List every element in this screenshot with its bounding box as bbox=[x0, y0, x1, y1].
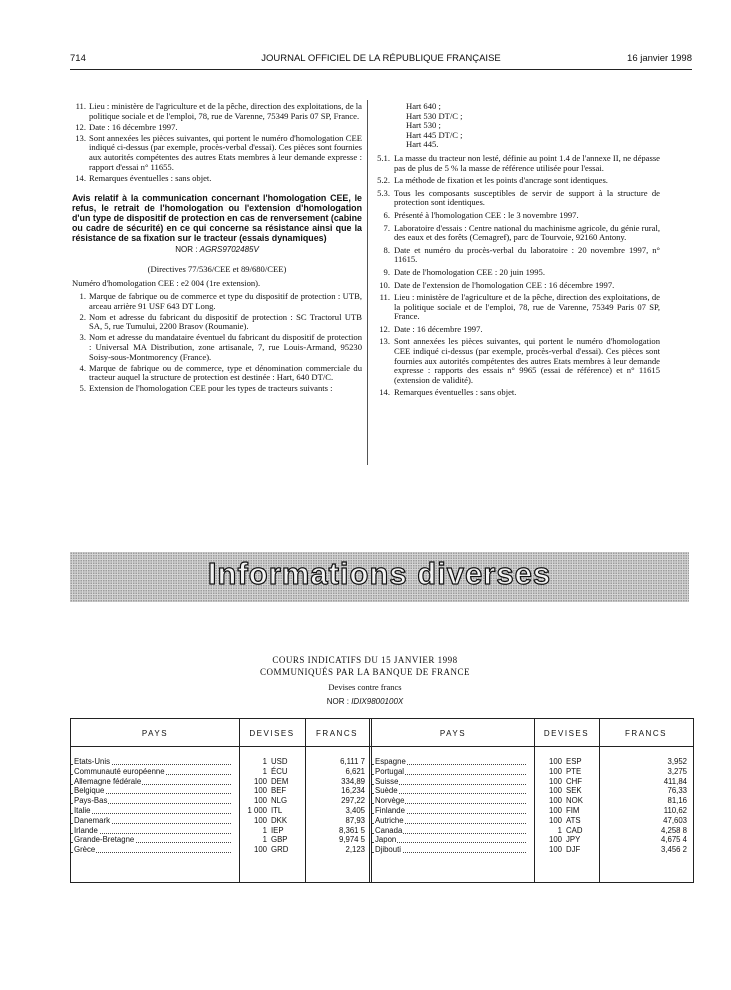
list-item: Hart 445. bbox=[406, 139, 439, 150]
directives: (Directives 77/536/CEE et 89/680/CEE) bbox=[147, 263, 287, 274]
franc-rate: 4,258 8 bbox=[660, 825, 687, 835]
currency-code: DJF bbox=[566, 845, 581, 855]
franc-rate: 3,456 2 bbox=[660, 845, 687, 855]
currency-code: GRD bbox=[271, 845, 289, 855]
country-name: Japon bbox=[375, 835, 397, 845]
franc-rate: 6,621 bbox=[345, 766, 365, 776]
list-item: 13. Sont annexées les pièces suivantes, qui portent le numéro d'homologation CEE indiqué ci-dessus (par exemple, procès-verbal d'essai). Ces pièces sont fournies aux autorités compétentes des autres Etats membres à leur demande expresse : rapports des essais n° 9965 (essai de référence) et n° 11615 (extension de validité). bbox=[379, 336, 660, 385]
list-item: Hart 530 ; bbox=[406, 120, 441, 131]
list-item: Hart 640 ; bbox=[406, 101, 441, 111]
header-rule bbox=[70, 69, 692, 70]
issue-date: 16 janvier 1998 bbox=[627, 53, 692, 64]
franc-rate: 47,603 bbox=[663, 815, 687, 825]
currency-quantity: 100 bbox=[548, 806, 562, 815]
country-name: Canada bbox=[375, 825, 403, 835]
column-header-devises: DEVISES bbox=[249, 729, 295, 738]
list-item: 5.1. La masse du tracteur non lesté, définie au point 1.4 de l'annexe II, ne dépasse pas de plus de 5 % la masse de référence utilisée pour l'essai. bbox=[377, 152, 660, 173]
table-row bbox=[71, 845, 693, 854]
currency-quantity: 100 bbox=[548, 776, 562, 786]
journal-title: JOURNAL OFFICIEL DE LA RÉPUBLIQUE FRANÇAISE bbox=[261, 53, 501, 64]
country-name: Finlande bbox=[375, 806, 405, 815]
list-item: Hart 445 DT/C ; bbox=[406, 129, 463, 140]
currency-code: ATS bbox=[566, 815, 581, 825]
list-item: 2. Nom et adresse du fabricant du dispositif de protection : SC Tractorul UTB SA, 5, rue Tumului, 2200 Brasov (Roumanie). bbox=[79, 311, 362, 332]
currency-quantity: 100 bbox=[253, 786, 267, 796]
franc-rate: 3,952 bbox=[667, 757, 687, 766]
list-item: 14. Remarques éventuelles : sans objet. bbox=[379, 387, 517, 398]
franc-rate: 76,33 bbox=[667, 786, 687, 796]
currency-quantity: 1 bbox=[262, 766, 267, 776]
country-name: Norvège bbox=[375, 796, 405, 806]
country-name: Belgique bbox=[74, 786, 105, 796]
currency-code: PTE bbox=[566, 766, 582, 776]
country-name: Irlande bbox=[74, 825, 98, 835]
list-item: 12. Date : 16 décembre 1997. bbox=[379, 323, 483, 334]
list-item: 11. Lieu : ministère de l'agriculture et de la pêche, direction des exploitations, de la politique sociale et de l'emploi, 78, rue de Varenne, 75349 Paris 07 SP, France. bbox=[75, 101, 362, 121]
page-number: 714 bbox=[70, 53, 86, 64]
currency-quantity: 100 bbox=[548, 766, 562, 776]
currency-quantity: 1 000 bbox=[247, 806, 267, 815]
tractor-list bbox=[372, 102, 660, 150]
franc-rate: 2,123 bbox=[345, 845, 365, 855]
currency-code: ITL bbox=[271, 806, 283, 815]
homologation-number: Numéro d'homologation CEE : e2 004 (1re extension). bbox=[72, 278, 261, 289]
currency-code: ESP bbox=[566, 757, 582, 766]
list-item: 11. Lieu : ministère de l'agriculture et de la pêche, direction des exploitations, de la politique sociale et de l'emploi, 78, rue de Varenne, 75349 Paris 07 SP, France. bbox=[379, 292, 660, 322]
currency-quantity: 100 bbox=[253, 815, 267, 825]
country-name: Djibouti bbox=[375, 845, 402, 855]
list-item: 5. Extension de l'homologation CEE pour les types de tracteurs suivants : bbox=[79, 383, 333, 394]
country-name: Espagne bbox=[375, 757, 406, 766]
table-row bbox=[71, 806, 693, 815]
country-name: Danemark bbox=[74, 815, 110, 825]
notice-title: Avis relatif à la communication concernant l'homologation CEE, le refus, le retrait de l'homologation ou l'extension d'homologation d'un type de dispositif de protection en cas de renversement (cabine ou cadre de sécurité) en ce qui concerne sa résistance ainsi que la résistance de sa fixation sur le tracteur (essais dynamiques) bbox=[72, 193, 362, 244]
currency-code: ÉCU bbox=[271, 766, 288, 776]
franc-rate: 87,93 bbox=[345, 815, 365, 825]
cours-heading-line2: COMMUNIQUÉS PAR LA BANQUE DE FRANCE bbox=[260, 667, 470, 677]
table-row bbox=[71, 767, 693, 776]
currency-code: USD bbox=[271, 757, 288, 766]
country-name: Pays-Bas bbox=[74, 796, 108, 806]
list-item: 6. Présenté à l'homologation CEE : le 3 novembre 1997. bbox=[383, 209, 579, 220]
franc-rate: 411,84 bbox=[663, 776, 687, 786]
currency-code: JPY bbox=[566, 835, 581, 845]
list-item: 5.3. Tous les composants susceptibles de servir de support à la structure de protection sont identiques. bbox=[377, 187, 660, 208]
column-header-pays: PAYS bbox=[439, 729, 467, 738]
list-item: 7. Laboratoire d'essais : Centre national du machinisme agricole, du génie rural, des eaux et des forêts (Cemagref), parc de Tourvoie, 92160 Antony. bbox=[383, 222, 660, 243]
list-item: 12. Date : 16 décembre 1997. bbox=[75, 121, 178, 132]
franc-rate: 9,974 5 bbox=[338, 835, 365, 845]
currency-code: CHF bbox=[566, 776, 583, 786]
table-row bbox=[71, 826, 693, 835]
column-header-pays: PAYS bbox=[141, 729, 169, 738]
right-column bbox=[372, 102, 660, 401]
currency-code: FIM bbox=[566, 806, 580, 815]
table-row bbox=[71, 757, 693, 766]
franc-rate: 16,234 bbox=[341, 786, 365, 796]
exchange-rate-table bbox=[70, 718, 694, 883]
country-name: Grèce bbox=[74, 845, 96, 855]
column-header-francs: FRANCS bbox=[625, 729, 667, 738]
currency-code: SEK bbox=[566, 786, 582, 796]
column-header-devises: DEVISES bbox=[543, 729, 590, 738]
currency-code: IEP bbox=[271, 825, 284, 835]
cours-heading-line1: COURS INDICATIFS DU 15 JANVIER 1998 bbox=[272, 655, 458, 665]
left-column bbox=[72, 102, 362, 395]
franc-rate: 3,275 bbox=[667, 766, 687, 776]
currency-code: CAD bbox=[566, 825, 583, 835]
currency-quantity: 1 bbox=[262, 835, 267, 845]
page-header bbox=[70, 53, 692, 67]
currency-code: NLG bbox=[271, 796, 288, 806]
section-banner bbox=[70, 552, 689, 602]
country-name: Grande-Bretagne bbox=[74, 835, 135, 845]
currency-quantity: 100 bbox=[548, 757, 562, 766]
currency-quantity: 100 bbox=[548, 835, 562, 845]
currency-quantity: 100 bbox=[253, 776, 267, 786]
currency-code: DKK bbox=[271, 815, 288, 825]
currency-quantity: 100 bbox=[253, 796, 267, 806]
franc-rate: 81,16 bbox=[667, 796, 687, 806]
country-name: Etats-Unis bbox=[74, 757, 110, 766]
country-name: Italie bbox=[74, 806, 91, 815]
country-name: Allemagne fédérale bbox=[74, 776, 142, 786]
currency-quantity: 1 bbox=[262, 757, 267, 766]
list-item: 5.2. La méthode de fixation et les points d'ancrage sont identiques. bbox=[377, 175, 608, 186]
cours-subtitle: Devises contre francs bbox=[328, 682, 402, 692]
list-item: 3. Nom et adresse du mandataire éventuel du fabricant du dispositif de protection : Universal MA Distribution, zone artisanale, 7, rue Louis-Armand, 95230 Soisy-sous-Montmorency (France). bbox=[79, 332, 362, 362]
list-item: Hart 530 DT/C ; bbox=[406, 110, 463, 121]
list-item: 13. Sont annexées les pièces suivantes, qui portent le numéro d'homologation CEE indiqué ci-dessus (par exemple, procès-verbal d'essai). Ces pièces sont fournies aux autorités compétentes des autres Etats membres à leur demande expresse : rapport d'essai n° 11655. bbox=[75, 132, 362, 172]
list-item: 4. Marque de fabrique ou de commerce, type et dénomination commerciale du tracteur auquel la structure de protection est destinée : Hart, 640 DT/C. bbox=[79, 362, 362, 383]
franc-rate: 6,111 7 bbox=[340, 757, 365, 766]
franc-rate: 3,405 bbox=[345, 806, 365, 815]
table-row bbox=[71, 835, 693, 844]
list-item: 8. Date et numéro du procès-verbal du laboratoire : 20 novembre 1997, n° 11615. bbox=[383, 244, 660, 265]
franc-rate: 4,675 4 bbox=[660, 835, 687, 845]
currency-quantity: 1 bbox=[557, 825, 562, 835]
list-item: 14. Remarques éventuelles : sans objet. bbox=[75, 172, 212, 183]
nor-reference: NOR : AGRS9702485V bbox=[175, 245, 259, 255]
currency-code: BEF bbox=[271, 786, 287, 796]
currency-quantity: 100 bbox=[548, 845, 562, 855]
table-row bbox=[71, 786, 693, 795]
table-row bbox=[71, 816, 693, 825]
country-name: Suède bbox=[375, 786, 398, 796]
section-title: Informations diverses bbox=[207, 556, 552, 591]
column-divider bbox=[367, 100, 368, 465]
franc-rate: 8,361 5 bbox=[338, 825, 365, 835]
list-item: 10. Date de l'extension de l'homologation CEE : 16 décembre 1997. bbox=[379, 279, 615, 290]
list-item: 1. Marque de fabrique ou de commerce et type du dispositif de protection : UTB, arceau arrière 91 USF 643 DT Long. bbox=[79, 291, 362, 311]
currency-quantity: 100 bbox=[548, 796, 562, 806]
currency-quantity: 1 bbox=[262, 825, 267, 835]
currency-quantity: 100 bbox=[253, 845, 267, 855]
list-item: 9. Date de l'homologation CEE : 20 juin 1995. bbox=[383, 266, 545, 277]
currency-code: DEM bbox=[271, 776, 289, 786]
currency-code: NOK bbox=[566, 796, 583, 806]
franc-rate: 334,89 bbox=[341, 776, 365, 786]
franc-rate: 110,62 bbox=[663, 806, 687, 815]
column-header-francs: FRANCS bbox=[316, 729, 358, 738]
table-row bbox=[71, 796, 693, 805]
country-name: Portugal bbox=[375, 766, 405, 776]
currency-code: GBP bbox=[271, 835, 288, 845]
country-name: Suisse bbox=[375, 776, 399, 786]
country-name: Communauté européenne bbox=[74, 766, 165, 776]
currency-quantity: 100 bbox=[548, 786, 562, 796]
currency-quantity: 100 bbox=[548, 815, 562, 825]
table-row bbox=[71, 777, 693, 786]
franc-rate: 297,22 bbox=[341, 796, 365, 806]
cours-nor-reference: NOR : IDIX9800100X bbox=[326, 697, 404, 706]
country-name: Autriche bbox=[375, 815, 404, 825]
